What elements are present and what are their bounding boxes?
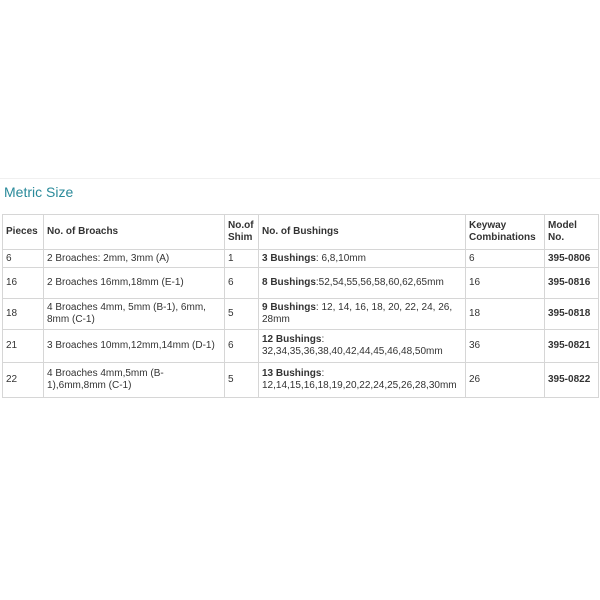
table-row [3,330,599,363]
cell-bushings [259,268,466,299]
header-pieces: Pieces [3,215,44,250]
cell-model: 395-0818 [545,299,599,330]
bushing-sizes: : 12, 14, 16, 18, 20, 22, 24, 26, 28mm [262,302,453,325]
cell-broaches: 2 Broaches 16mm,18mm (E-1) [44,268,225,299]
cell-pieces: 21 [3,330,44,363]
bushing-sizes: : 12,14,15,16,18,19,20,22,24,25,26,28,30mm [262,368,457,391]
table-row [3,250,599,268]
metric-size-table [2,214,599,398]
table-row [3,268,599,299]
cell-bushings [259,363,466,398]
bushing-sizes: :52,54,55,56,58,60,62,65mm [315,277,444,288]
header-bushings: No. of Bushings [259,215,466,250]
cell-shim: 6 [225,330,259,363]
bushing-count: 3 Bushings [262,252,316,264]
cell-broaches: 4 Broaches 4mm,5mm (B-1),6mm,8mm (C-1) [44,363,225,398]
header-broaches: No. of Broachs [44,215,225,250]
cell-shim: 5 [225,299,259,330]
header-keyway: Keyway Combinations [466,215,545,250]
top-divider [0,178,600,179]
cell-pieces: 22 [3,363,44,398]
cell-keyway: 6 [466,250,545,268]
header-model: Model No. [545,215,599,250]
bushing-count: 12 Bushings [262,334,322,345]
bushing-count: 9 Bushings [262,302,316,313]
cell-shim: 6 [225,268,259,299]
table-row [3,363,599,398]
cell-bushings [259,250,466,268]
bushing-sizes: : 6,8,10mm [315,252,366,264]
cell-pieces: 18 [3,299,44,330]
cell-bushings [259,330,466,363]
cell-pieces: 6 [3,250,44,268]
cell-pieces: 16 [3,268,44,299]
cell-shim: 1 [225,250,259,268]
cell-model: 395-0816 [545,268,599,299]
table-row [3,299,599,330]
cell-shim: 5 [225,363,259,398]
cell-model: 395-0821 [545,330,599,363]
bushing-count: 13 Bushings [262,368,322,379]
table-header-row [3,215,599,250]
cell-model: 395-0806 [545,250,599,268]
cell-broaches: 2 Broaches: 2mm, 3mm (A) [44,250,225,268]
cell-keyway: 18 [466,299,545,330]
cell-broaches: 3 Broaches 10mm,12mm,14mm (D-1) [44,330,225,363]
cell-keyway: 36 [466,330,545,363]
cell-model: 395-0822 [545,363,599,398]
header-shim: No.of Shim [225,215,259,250]
bushing-sizes: : 32,34,35,36,38,40,42,44,45,46,48,50mm [262,334,443,357]
cell-broaches: 4 Broaches 4mm, 5mm (B-1), 6mm, 8mm (C-1) [44,299,225,330]
cell-bushings [259,299,466,330]
cell-keyway: 26 [466,363,545,398]
section-title: Metric Size [4,184,74,200]
cell-keyway: 16 [466,268,545,299]
bushing-count: 8 Bushings [262,277,316,288]
